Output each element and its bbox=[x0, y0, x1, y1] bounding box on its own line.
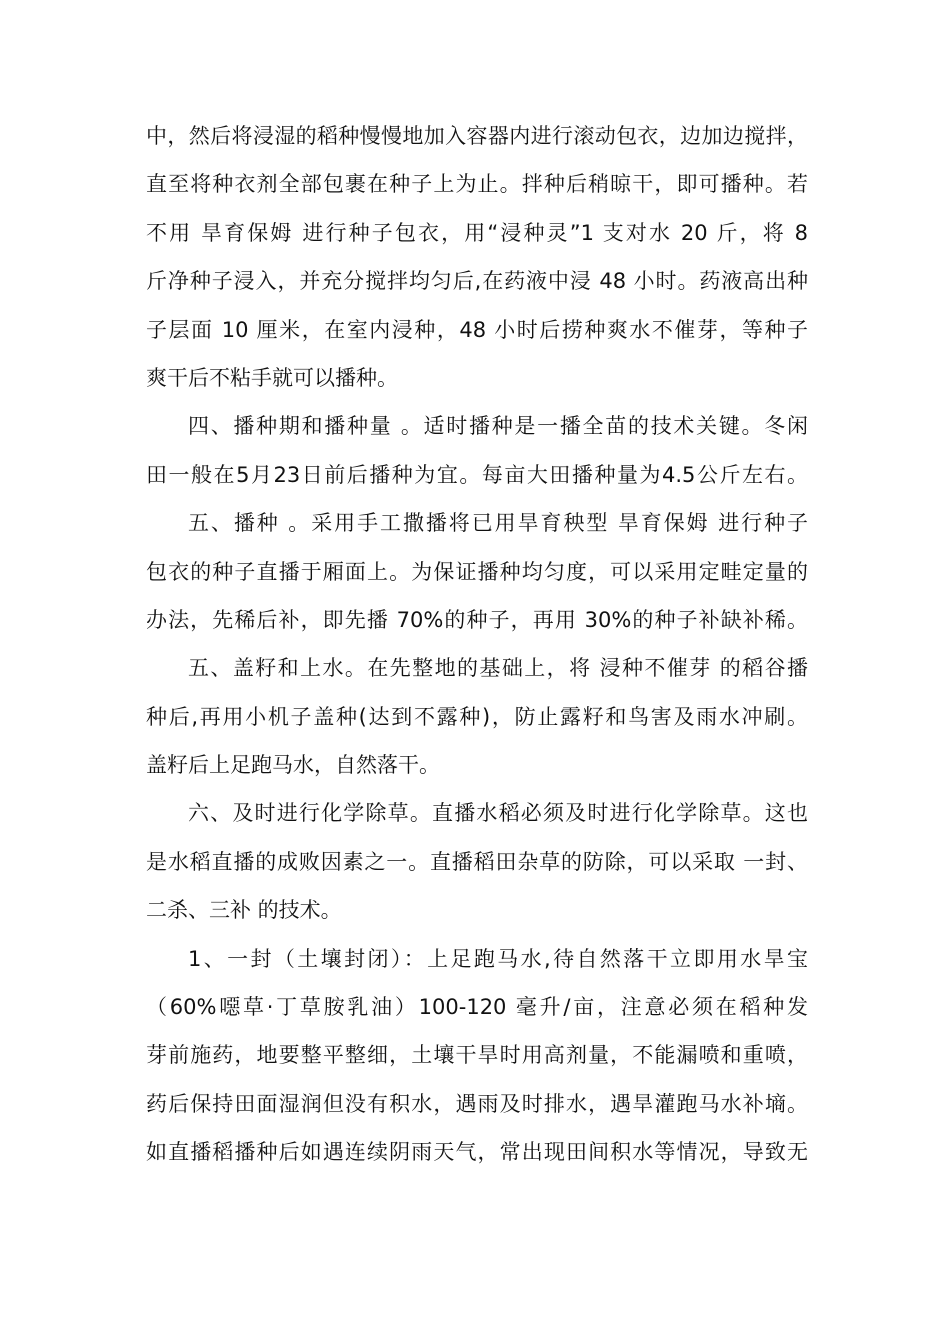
text-line: 芽前施药，地要整平整细，土壤干旱时用高剂量，不能漏喷和重喷， bbox=[146, 1043, 808, 1068]
text-line: 药后保持田面湿润但没有积水，遇雨及时排水，遇旱灌跑马水补墒。 bbox=[146, 1091, 808, 1116]
text-line: 直至将种衣剂全部包裹在种子上为止。拌种后稍晾干，即可播种。若 bbox=[146, 172, 808, 197]
text-line: 子层面 10 厘米，在室内浸种，48 小时后捞种爽水不催芽，等种子 bbox=[146, 317, 808, 342]
text-line: 如直播稻播种后如遇连续阴雨天气，常出现田间积水等情况，导致无 bbox=[146, 1140, 808, 1165]
section-heading-line: 四、播种期和播种量 。适时播种是一播全苗的技术关键。冬闲 bbox=[188, 414, 808, 439]
text-line: 不用 旱育保姆 进行种子包衣，用“浸种灵”1 支对水 20 斤，将 8 bbox=[146, 220, 808, 245]
body-text bbox=[146, 112, 808, 1177]
text-line: 田一般在5月23日前后播种为宜。每亩大田播种量为4.5公斤左右。 bbox=[146, 462, 808, 487]
text-line: 二杀、三补 的技术。 bbox=[146, 898, 342, 923]
text-line: 爽干后不粘手就可以播种。 bbox=[146, 365, 398, 390]
section-heading-line: 六、及时进行化学除草。直播水稻必须及时进行化学除草。这也 bbox=[188, 801, 808, 826]
text-line: 包衣的种子直播于厢面上。为保证播种均匀度，可以采用定畦定量的 bbox=[146, 559, 808, 584]
text-line: 中，然后将浸湿的稻种慢慢地加入容器内进行滚动包衣，边加边搅拌， bbox=[146, 124, 808, 148]
text-line: 办法，先稀后补，即先播 70%的种子，再用 30%的种子补缺补稀。 bbox=[146, 607, 808, 632]
section-heading-line: 五、播种 。采用手工撒播将已用旱育秧型 旱育保姆 进行种子 bbox=[188, 511, 808, 536]
subsection-heading-line: 1、一封（土壤封闭）：上足跑马水,待自然落干立即用水旱宝 bbox=[188, 946, 808, 971]
text-line: 种后,再用小机子盖种(达到不露种)，防止露籽和鸟害及雨水冲刷。 bbox=[146, 704, 808, 729]
text-line: 是水稻直播的成败因素之一。直播稻田杂草的防除，可以采取 一封、 bbox=[146, 849, 808, 874]
text-line: 盖籽后上足跑马水，自然落干。 bbox=[146, 753, 440, 778]
text-line: 斤净种子浸入，并充分搅拌均匀后,在药液中浸 48 小时。药液高出种 bbox=[146, 269, 808, 294]
section-heading-line: 五、盖籽和上水。在先整地的基础上，将 浸种不催芽 的稻谷播 bbox=[188, 656, 808, 681]
text-line: （60%噁草·丁草胺乳油）100-120 毫升/亩，注意必须在稻种发 bbox=[146, 995, 808, 1020]
